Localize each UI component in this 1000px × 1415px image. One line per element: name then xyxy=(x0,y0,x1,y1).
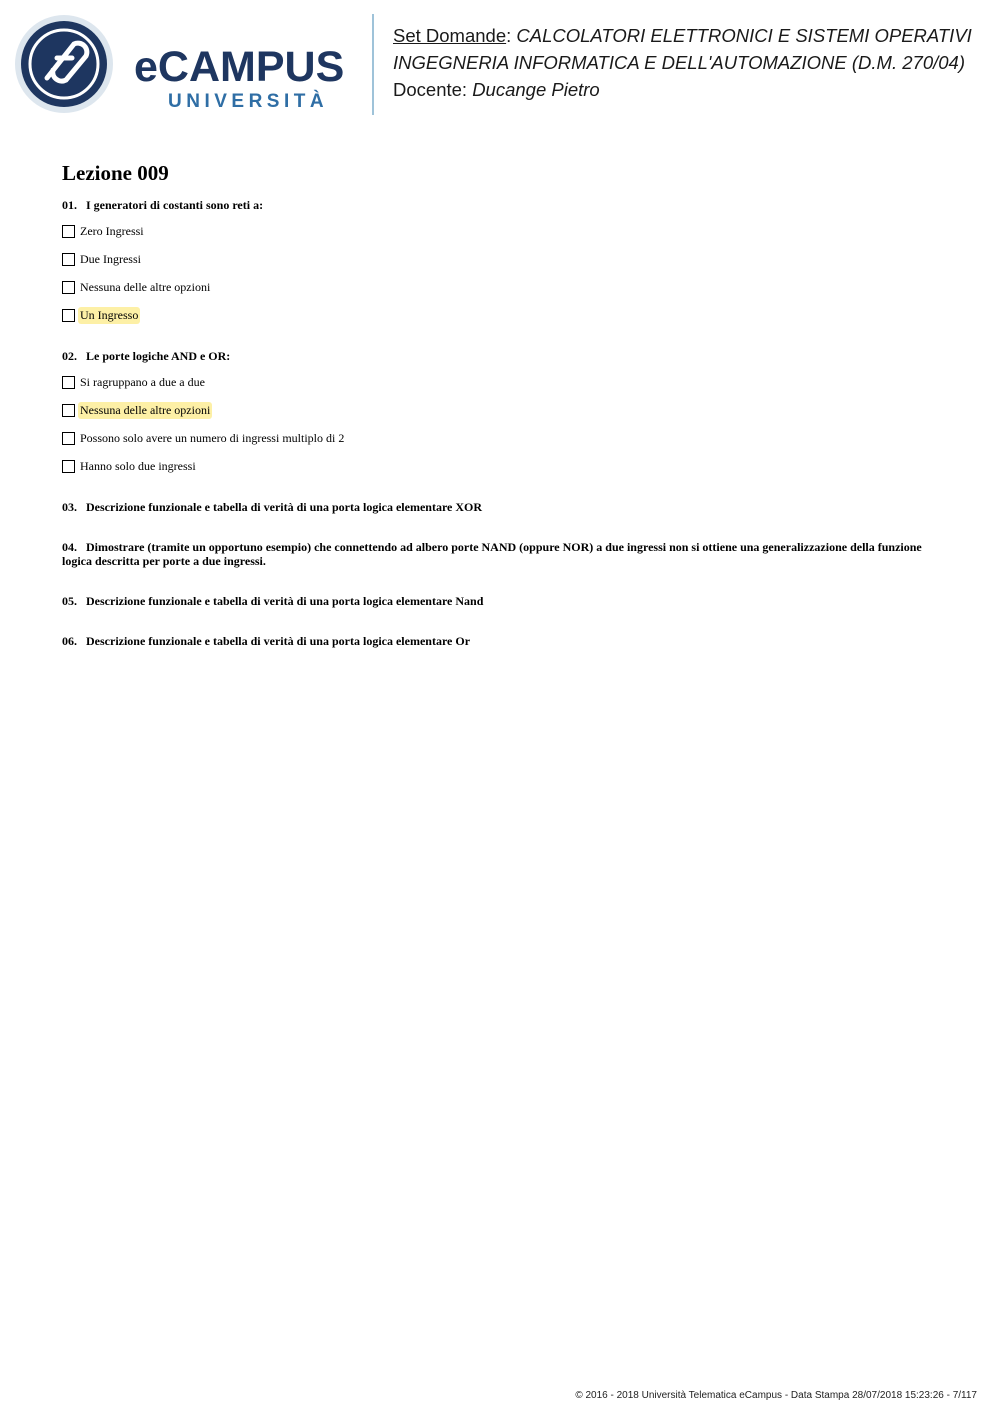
option-label: Hanno solo due ingressi xyxy=(80,458,196,473)
question-text: Descrizione funzionale e tabella di verità di una porta logica elementare XOR xyxy=(86,500,483,514)
page-footer: © 2016 - 2018 Università Telematica eCampus - Data Stampa 28/07/2018 15:23:26 - 7/117 xyxy=(575,1390,977,1401)
checkbox[interactable] xyxy=(62,404,75,417)
option-label: Possono solo avere un numero di ingressi multiplo di 2 xyxy=(80,430,345,445)
checkbox[interactable] xyxy=(62,432,75,445)
lesson-title: Lezione 009 xyxy=(62,161,169,185)
option-label: Nessuna delle altre opzioni xyxy=(80,279,211,294)
ecampus-logo-graphic xyxy=(14,14,359,114)
question-text: Descrizione funzionale e tabella di verità di una porta logica elementare Or xyxy=(86,634,471,648)
option-q01-a[interactable] xyxy=(62,223,146,239)
option-label: Si ragruppano a due a due xyxy=(80,374,205,389)
question-03 xyxy=(62,500,942,514)
course-degree: INGEGNERIA INFORMATICA E DELL'AUTOMAZIONE (D.M. 270/04) xyxy=(393,52,965,73)
question-02 xyxy=(62,349,942,363)
question-04 xyxy=(62,540,942,568)
option-q02-c[interactable] xyxy=(62,430,346,446)
question-text: Dimostrare (tramite un opportuno esempio) che connettendo ad albero porte NAND (oppure NOR) a due ingressi non si ottiene una generalizzazione della funzione logica descritta per porte a due ingressi. xyxy=(62,540,922,568)
set-label: Set Domande xyxy=(393,25,507,46)
logo-brand-text: eCAMPUS xyxy=(134,43,345,91)
option-q02-b[interactable] xyxy=(62,402,212,418)
ecampus-logo xyxy=(14,14,359,114)
question-06 xyxy=(62,634,942,648)
question-text: Descrizione funzionale e tabella di verità di una porta logica elementare Nand xyxy=(86,594,484,608)
teacher-name: Ducange Pietro xyxy=(472,79,600,100)
question-number: 06. xyxy=(62,634,77,648)
question-number: 05. xyxy=(62,594,77,608)
document-header xyxy=(393,22,993,103)
option-q01-b[interactable] xyxy=(62,251,143,267)
header-line-2 xyxy=(393,49,993,76)
question-05 xyxy=(62,594,942,608)
checkbox[interactable] xyxy=(62,281,75,294)
logo-subtitle-text: UNIVERSITÀ xyxy=(168,91,329,112)
question-number: 03. xyxy=(62,500,77,514)
teacher-label: Docente: xyxy=(393,79,468,100)
question-number: 01. xyxy=(62,198,77,212)
option-label-correct: Un Ingresso xyxy=(80,307,139,322)
option-label: Zero Ingressi xyxy=(80,223,144,238)
question-text: Le porte logiche AND e OR: xyxy=(86,349,231,363)
option-q02-a[interactable] xyxy=(62,374,207,390)
question-number: 02. xyxy=(62,349,77,363)
header-line-1 xyxy=(393,22,993,49)
checkbox[interactable] xyxy=(62,253,75,266)
option-label: Due Ingressi xyxy=(80,251,141,266)
checkbox[interactable] xyxy=(62,225,75,238)
header-divider xyxy=(372,14,374,115)
option-label-correct: Nessuna delle altre opzioni xyxy=(80,402,211,417)
set-separator: : xyxy=(506,25,512,46)
question-01 xyxy=(62,198,942,212)
option-q02-d[interactable] xyxy=(62,458,198,474)
question-text: I generatori di costanti sono reti a: xyxy=(86,198,264,212)
header-line-3 xyxy=(393,76,993,103)
checkbox[interactable] xyxy=(62,376,75,389)
option-q01-c[interactable] xyxy=(62,279,212,295)
course-title: CALCOLATORI ELETTRONICI E SISTEMI OPERATIVI xyxy=(516,25,972,46)
checkbox[interactable] xyxy=(62,309,75,322)
option-q01-d[interactable] xyxy=(62,307,140,323)
checkbox[interactable] xyxy=(62,460,75,473)
question-number: 04. xyxy=(62,540,77,554)
